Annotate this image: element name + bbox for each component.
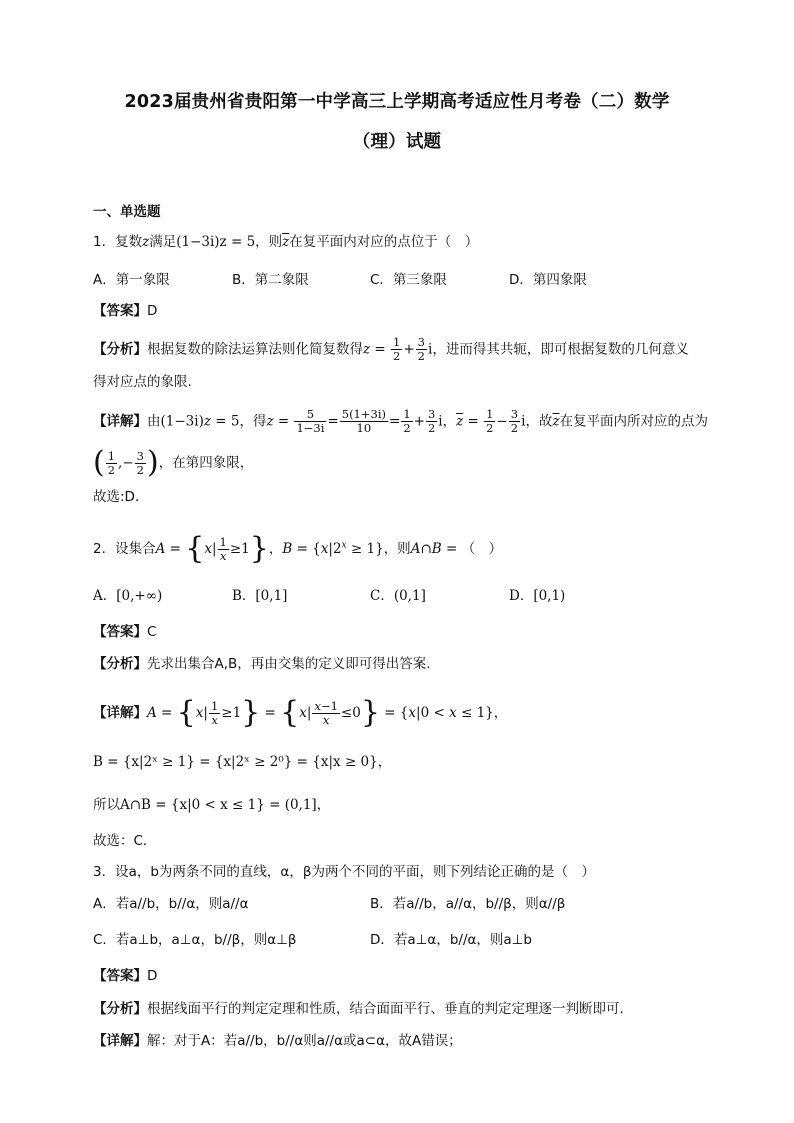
q1-conclusion: 故选:D． [93,489,149,505]
doc-title-line2: （理）试题 [352,132,442,152]
section-heading: 一、单选题 [93,204,161,220]
q1-stem: 1．复数z满足(1−3i)z = 5，则$\overline{z}$在复平面内对应的点位于（ ） [93,234,479,250]
q2-option-a: A．[0,+∞) [93,588,163,604]
q2-stem: 2．设集合A = {x| $\frac{1}{x}$ ≥1}，$B = \{x|2^x \ge 1\}$，则A∩B = （ ） [93,531,503,566]
q2-option-b: B．[0,1] [232,588,288,604]
q3-analysis: 【分析】根据线面平行的判定定理和性质，结合面面平行、垂直的判定定理逐一判断即可． [93,1001,633,1017]
q1-option-c: C．第三象限 [370,272,447,288]
q3-detail: 【详解】解：对于A：若a//b，b//α则a//α或a⊂α，故A错误； [93,1033,462,1049]
q3-option-a: A．若a//b，b//α，则a//α [93,896,249,912]
doc-title-line1: 2023届贵州省贵阳第一中学高三上学期高考适应性月考卷（二）数学 [124,92,670,112]
q2-analysis: 【分析】先求出集合A,B，再由交集的定义即可得出答案. [93,656,431,672]
q1-option-a: A．第一象限 [93,272,170,288]
q1-detail-line2: ( $\frac{1}{2}$ ,− $\frac{3}{2}$ )，在第四象限， [93,445,254,480]
q3-option-b: B．若a//b，a//α，b//β，则α//β [370,896,566,912]
q1-analysis-line2: 得对应点的象限. [93,374,192,390]
q2-option-d: D．[0,1) [509,588,566,604]
q1-answer: 【答案】D [93,303,158,319]
q3-option-d: D．若a⊥α，b//α，则a⊥b [370,932,532,948]
q3-answer: 【答案】D [93,968,158,984]
q1-analysis: 【分析】根据复数的除法运算法则化简复数得z = $\frac{1}{2}$ + $\frac{3}{2}$ i，进而得其共轭，即可根据复数的几何意义 [93,335,689,363]
q2-detail: 【详解】A = {x| $\frac{1}{x}$ ≥1} = {x| $\frac{x-1}{x}$ ≤0} = {x|0 < x ≤ 1}， [93,695,508,730]
q3-option-c: C．若a⊥b，a⊥α，b//β，则α⊥β [93,932,297,948]
q2-detail-line3: 所以A∩B = {x|0 < x ≤ 1} = (0,1]， [93,797,331,813]
q2-conclusion: 故选：C． [93,833,157,849]
q2-option-c: C．(0,1] [370,588,426,604]
q1-option-d: D．第四象限 [509,272,587,288]
q2-answer: 【答案】C [93,624,157,640]
q3-stem: 3．设a，b为两条不同的直线，α，β为两个不同的平面，则下列结论正确的是（ ） [93,864,595,880]
q1-detail: 【详解】由(1−3i)z = 5，得z = $\frac{5}{1-3i}$ = $\frac{5(1+3i)}{10}$ = $\frac{1}{2}$ + $\frac{3}{2}$ i，$\overline{z}$ = $\frac{1}{2}$ − $\frac{3}{2}$ i，故$\overline{z}$在复平面内所对应的点为 [93,407,709,435]
q1-option-b: B．第二象限 [232,272,309,288]
q2-detail-line2: B = {x|2ˣ ≥ 1} = {x|2ˣ ≥ 2⁰} = {x|x ≥ 0}， [93,754,392,770]
